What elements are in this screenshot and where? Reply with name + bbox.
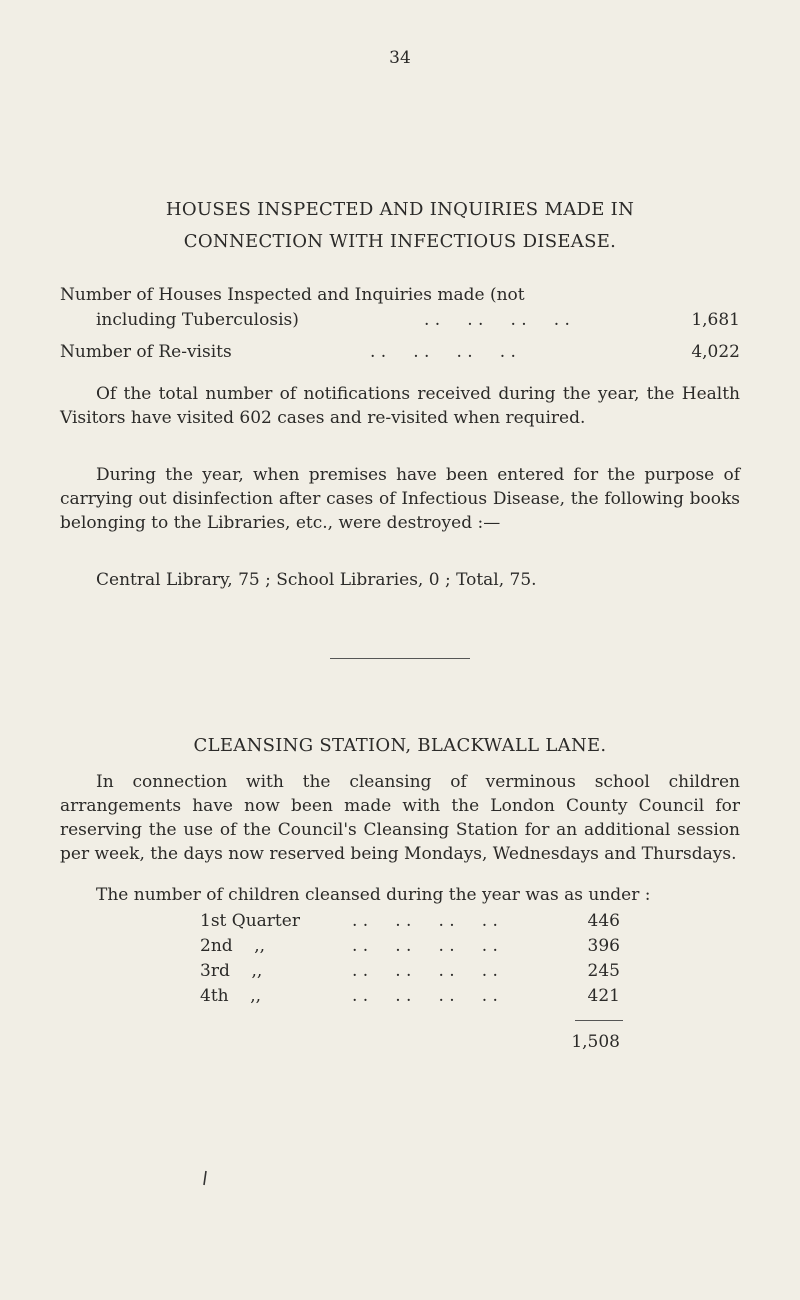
books-destroyed-line: Central Library, 75 ; School Libraries, 0 ; Total, 75. (96, 570, 537, 590)
quarter-label: 1st Quarter (200, 911, 300, 931)
disinfection-paragraph: During the year, when premises have been entered for the purpose of carrying out disinfection after cases of Infectious Disease, the following books belonging to the Libraries, etc., were destroyed :— (60, 465, 740, 533)
section-title-line-2: CONNECTION WITH INFECTIOUS DISEASE. (183, 231, 617, 252)
quarter-value: 446 (587, 911, 620, 931)
page-number: 34 (389, 48, 411, 68)
quarter-label: 3rd ,, (200, 961, 263, 981)
leader-dots: . . . . . . . . (352, 986, 498, 1006)
cleansing-paragraph: In connection with the cleansing of verminous school children arrangements have now been made with the London County Council for reserving the use of the Council's Cleansing Station for an additional session per week, the days now reserved being Mondays, Wednesdays and Thursdays. (60, 772, 740, 864)
houses-inspected-value: 1,681 (691, 310, 740, 330)
health-visitors-paragraph: Of the total number of notifications received during the year, the Health Visitors have visited 602 cases and re-visited when required. (60, 384, 740, 428)
section-divider (330, 658, 470, 659)
total-value: 1,508 (571, 1032, 620, 1052)
houses-inspected-label: Number of Houses Inspected and Inquiries made (not (60, 285, 525, 305)
leader-dots: . . . . . . . . (352, 911, 498, 931)
children-cleansed-intro: The number of children cleansed during the year was as under : (96, 885, 651, 905)
revisits-value: 4,022 (691, 342, 740, 362)
quarter-label: 2nd ,, (200, 936, 266, 956)
houses-inspected-label-cont: including Tuberculosis) (96, 310, 299, 330)
quarter-value: 396 (587, 936, 620, 956)
leader-dots: . . . . . . . . (370, 342, 516, 362)
section-title-line-1: HOUSES INSPECTED AND INQUIRIES MADE IN (165, 199, 635, 220)
quarter-value: 421 (587, 986, 620, 1006)
revisits-label-text: Number of Re-visits (60, 342, 232, 362)
cleansing-station-title: CLEANSING STATION, BLACKWALL LANE. (193, 735, 607, 756)
leader-dots: . . . . . . . . (424, 310, 570, 330)
leader-dots: . . . . . . . . (352, 961, 498, 981)
quarter-value: 245 (587, 961, 620, 981)
total-rule (575, 1020, 623, 1021)
quarter-label: 4th ,, (200, 986, 262, 1006)
leader-dots: . . . . . . . . (352, 936, 498, 956)
stray-ink-mark (202, 1170, 208, 1186)
